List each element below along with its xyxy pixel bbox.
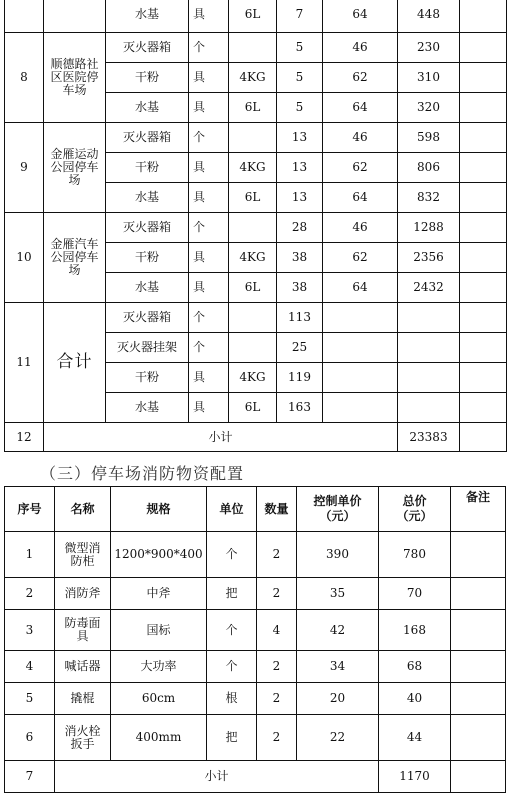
row-spec: 国标: [111, 610, 207, 651]
item-price: [323, 393, 398, 423]
item-total: [398, 333, 460, 363]
item-spec: 4KG: [229, 63, 277, 93]
item-remark: [460, 33, 507, 63]
row-name: [55, 532, 111, 578]
item-spec: 4KG: [229, 363, 277, 393]
header-qty: 数量: [257, 487, 297, 532]
row-unit: 个: [207, 651, 257, 683]
row-spec: 中斧: [111, 578, 207, 610]
item-unit: 个: [189, 333, 229, 363]
item-price: 64: [323, 93, 398, 123]
subtotal-total: 1170: [379, 761, 451, 793]
item-price: [323, 333, 398, 363]
subtotal-row: [5, 761, 506, 793]
table-row: [5, 123, 507, 153]
row-unit: 个: [207, 532, 257, 578]
item-name: 灭火器挂架: [106, 333, 189, 363]
table-row: [5, 610, 506, 651]
row-total: 68: [379, 651, 451, 683]
row-name-line2: 防柜: [70, 553, 95, 568]
item-spec: 6L: [229, 0, 277, 33]
row-qty: 2: [257, 578, 297, 610]
item-total: 1288: [398, 213, 460, 243]
header-price-line1: 控制单价: [313, 494, 362, 508]
row-total: 780: [379, 532, 451, 578]
row-name-line1: 防毒面: [64, 616, 101, 630]
item-unit: 具: [189, 243, 229, 273]
item-remark: [460, 0, 507, 33]
row-qty: 4: [257, 610, 297, 651]
item-total: 806: [398, 153, 460, 183]
item-name: 水基: [106, 183, 189, 213]
item-total: 310: [398, 63, 460, 93]
item-spec: [229, 303, 277, 333]
item-remark: [460, 123, 507, 153]
item-unit: 个: [189, 303, 229, 333]
row-price: 34: [297, 651, 379, 683]
item-spec: 6L: [229, 393, 277, 423]
table-row: [5, 715, 506, 761]
item-spec: 6L: [229, 183, 277, 213]
row-price: 35: [297, 578, 379, 610]
item-total: 448: [398, 0, 460, 33]
header-remark: 备注: [451, 487, 506, 532]
item-name: 灭火器箱: [106, 213, 189, 243]
row-no: 4: [5, 651, 55, 683]
row-spec: 大功率: [111, 651, 207, 683]
row-total: 168: [379, 610, 451, 651]
row-qty: 2: [257, 715, 297, 761]
item-remark: [460, 363, 507, 393]
item-price: [323, 363, 398, 393]
item-unit: 具: [189, 63, 229, 93]
item-total: [398, 303, 460, 333]
item-remark: [460, 303, 507, 333]
item-price: 62: [323, 63, 398, 93]
row-remark: [451, 532, 506, 578]
item-qty: 119: [277, 363, 323, 393]
group-no: 10: [5, 213, 44, 303]
row-name-line2: 具: [76, 629, 89, 643]
row-name: [55, 651, 111, 683]
table-row: [5, 0, 507, 33]
item-price: 46: [323, 123, 398, 153]
row-price: 42: [297, 610, 379, 651]
item-total: [398, 363, 460, 393]
item-unit: 具: [189, 273, 229, 303]
row-remark: [451, 610, 506, 651]
parking-fire-supplies-table: [4, 486, 506, 793]
row-unit: 个: [207, 610, 257, 651]
item-remark: [460, 333, 507, 363]
header-price: [297, 487, 379, 532]
item-spec: 4KG: [229, 153, 277, 183]
row-spec: 400mm: [111, 715, 207, 761]
item-qty: 13: [277, 153, 323, 183]
header-total: [379, 487, 451, 532]
row-total: 44: [379, 715, 451, 761]
item-spec: [229, 213, 277, 243]
section-title: （三）停车场消防物资配置: [40, 464, 245, 483]
item-spec: 6L: [229, 93, 277, 123]
row-remark: [451, 683, 506, 715]
item-spec: 4KG: [229, 243, 277, 273]
row-qty: 2: [257, 532, 297, 578]
group-no: 9: [5, 123, 44, 213]
item-qty: 163: [277, 393, 323, 423]
item-name: 灭火器箱: [106, 123, 189, 153]
item-price: 46: [323, 33, 398, 63]
row-qty: 2: [257, 683, 297, 715]
subtotal-label: 小计: [55, 761, 379, 793]
item-total: 230: [398, 33, 460, 63]
row-spec: 1200*900*400: [111, 532, 207, 578]
header-unit: 单位: [207, 487, 257, 532]
table-row: [5, 651, 506, 683]
item-qty: 13: [277, 123, 323, 153]
item-qty: 25: [277, 333, 323, 363]
group-name: 顺德路社区医院停车场: [44, 33, 106, 123]
fire-extinguisher-table-body: [5, 0, 507, 452]
group-name: [44, 0, 106, 33]
group-no: 8: [5, 33, 44, 123]
item-unit: 具: [189, 363, 229, 393]
row-remark: [451, 715, 506, 761]
header-spec: 规格: [111, 487, 207, 532]
item-remark: [460, 213, 507, 243]
row-no: 1: [5, 532, 55, 578]
row-price: 390: [297, 532, 379, 578]
item-unit: 具: [189, 93, 229, 123]
table-row: [5, 683, 506, 715]
item-qty: 28: [277, 213, 323, 243]
row-unit: 把: [207, 578, 257, 610]
group-name: 合计: [44, 303, 106, 423]
item-qty: 38: [277, 243, 323, 273]
item-name: 水基: [106, 273, 189, 303]
header-price-line2: （元）: [319, 509, 356, 523]
header-no: 序号: [5, 487, 55, 532]
item-remark: [460, 63, 507, 93]
item-spec: 6L: [229, 273, 277, 303]
row-name-line2: 扳手: [70, 736, 95, 751]
row-name: [55, 715, 111, 761]
row-no: 2: [5, 578, 55, 610]
item-unit: 个: [189, 213, 229, 243]
item-remark: [460, 93, 507, 123]
row-price: 20: [297, 683, 379, 715]
item-remark: [460, 153, 507, 183]
subtotal-no: 12: [5, 423, 44, 452]
row-price: 22: [297, 715, 379, 761]
subtotal-total: 23383: [398, 423, 460, 452]
row-name-line1: 微型消: [64, 540, 101, 555]
header-total-line2: （元）: [396, 509, 433, 523]
item-spec: [229, 123, 277, 153]
item-spec: [229, 33, 277, 63]
group-name: 金雁汽车公园停车场: [44, 213, 106, 303]
table-row: [5, 213, 507, 243]
item-price: 62: [323, 243, 398, 273]
item-remark: [460, 183, 507, 213]
row-no: 5: [5, 683, 55, 715]
item-total: 832: [398, 183, 460, 213]
item-price: 64: [323, 183, 398, 213]
item-price: 62: [323, 153, 398, 183]
row-name: [55, 683, 111, 715]
subtotal-remark: [451, 761, 506, 793]
subtotal-label: 小计: [44, 423, 398, 452]
item-total: 320: [398, 93, 460, 123]
item-remark: [460, 393, 507, 423]
table-row: [5, 33, 507, 63]
table-header-row: [5, 487, 506, 532]
row-remark: [451, 578, 506, 610]
item-name: 干粉: [106, 243, 189, 273]
row-unit: 把: [207, 715, 257, 761]
item-qty: 5: [277, 93, 323, 123]
item-name: 灭火器箱: [106, 303, 189, 333]
item-unit: 具: [189, 393, 229, 423]
row-name-line1: 消防斧: [64, 586, 101, 600]
row-total: 70: [379, 578, 451, 610]
table-row: [5, 303, 507, 333]
row-name-line1: 撬棍: [70, 691, 95, 705]
item-name: 水基: [106, 0, 189, 33]
item-name: 水基: [106, 93, 189, 123]
subtotal-row: [5, 423, 507, 452]
item-name: 干粉: [106, 363, 189, 393]
table-row: [5, 578, 506, 610]
item-unit: 个: [189, 33, 229, 63]
item-total: 598: [398, 123, 460, 153]
supplies-table-body: [5, 532, 506, 793]
table-row: [5, 532, 506, 578]
item-name: 水基: [106, 393, 189, 423]
subtotal-no: 7: [5, 761, 55, 793]
item-qty: 5: [277, 63, 323, 93]
item-total: [398, 393, 460, 423]
item-price: 46: [323, 213, 398, 243]
row-name-line1: 喊话器: [64, 659, 101, 673]
subtotal-remark: [460, 423, 507, 452]
row-spec: 60cm: [111, 683, 207, 715]
row-total: 40: [379, 683, 451, 715]
item-name: 灭火器箱: [106, 33, 189, 63]
item-qty: 7: [277, 0, 323, 33]
row-unit: 根: [207, 683, 257, 715]
item-name: 干粉: [106, 63, 189, 93]
item-qty: 113: [277, 303, 323, 333]
row-no: 6: [5, 715, 55, 761]
item-name: 干粉: [106, 153, 189, 183]
item-total: 2356: [398, 243, 460, 273]
row-qty: 2: [257, 651, 297, 683]
item-unit: 个: [189, 123, 229, 153]
item-remark: [460, 243, 507, 273]
item-qty: 5: [277, 33, 323, 63]
group-no: [5, 0, 44, 33]
item-remark: [460, 273, 507, 303]
row-no: 3: [5, 610, 55, 651]
item-price: 64: [323, 273, 398, 303]
item-qty: 13: [277, 183, 323, 213]
item-unit: 具: [189, 153, 229, 183]
row-name: [55, 610, 111, 651]
group-no: 11: [5, 303, 44, 423]
fire-extinguisher-table: [4, 0, 507, 452]
row-name-line1: 消火栓: [64, 723, 101, 738]
item-spec: [229, 333, 277, 363]
header-name: 名称: [55, 487, 111, 532]
item-price: [323, 303, 398, 333]
item-price: 64: [323, 0, 398, 33]
row-name: [55, 578, 111, 610]
item-unit: 具: [189, 183, 229, 213]
item-qty: 38: [277, 273, 323, 303]
item-total: 2432: [398, 273, 460, 303]
header-total-line1: 总价: [402, 494, 427, 508]
row-remark: [451, 651, 506, 683]
group-name: 金雁运动公园停车场: [44, 123, 106, 213]
item-unit: 具: [189, 0, 229, 33]
